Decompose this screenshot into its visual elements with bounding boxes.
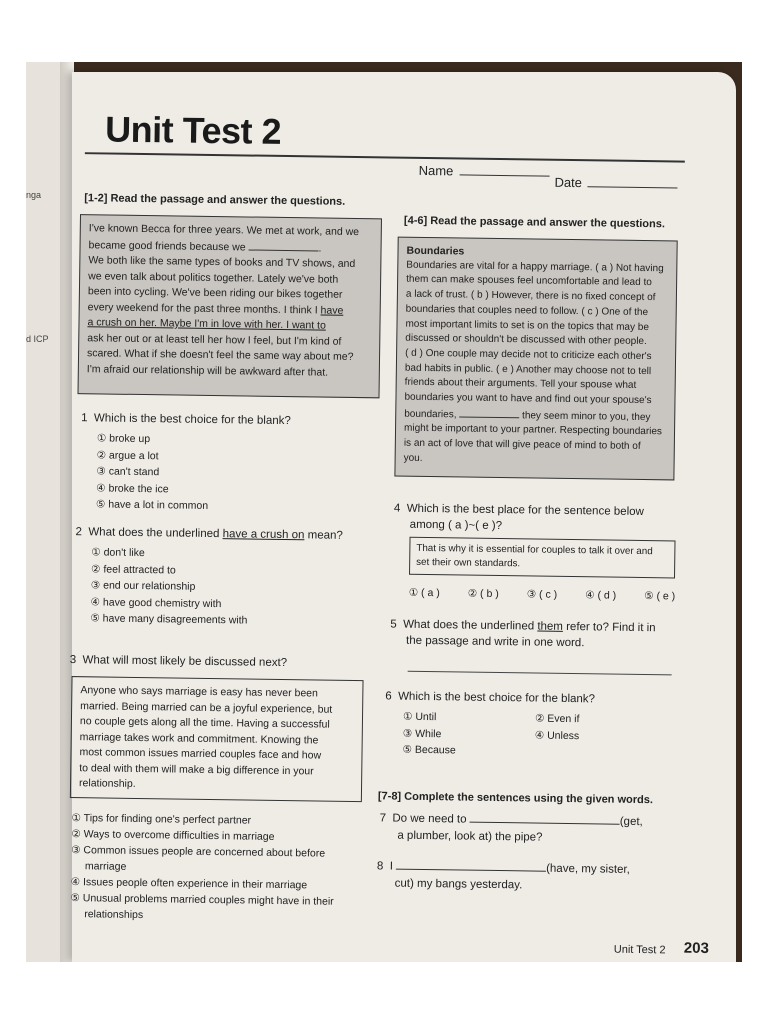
underlined-phrase: have a crush on	[222, 528, 305, 542]
answer-blank[interactable]	[396, 859, 546, 872]
passage-line: them can make spouses feel uncomfortable and lead to	[406, 274, 652, 289]
passage-line: most important limits to set is on the topics that may be	[405, 318, 650, 333]
left-margin-text: d ICP	[26, 334, 49, 344]
option[interactable]: ② argue a lot	[96, 448, 159, 462]
question-3	[70, 654, 287, 669]
question-text: refer to? Find it in	[562, 620, 656, 635]
option[interactable]: ④ have good chemistry with	[90, 595, 222, 610]
option[interactable]: ④ ( d )	[585, 589, 617, 602]
question-4-options	[409, 585, 676, 605]
title-divider	[85, 152, 685, 162]
passage-line: scared. What if she doesn't feel the same way about me?	[86, 347, 354, 363]
passage-box-becca	[78, 214, 382, 398]
passage-line: I've known Becca for three years. We met at work, and we	[88, 222, 360, 239]
passage-line: ask her out or at least tell her how I feel, but I'm kind of	[87, 331, 342, 348]
question-2	[75, 526, 342, 542]
question-number: 1	[81, 412, 88, 425]
section-instruction: [1-2] Read the passage and answer the questions.	[84, 192, 346, 208]
passage-line: Anyone who says marriage is easy has never been	[80, 684, 318, 700]
underlined-have: have	[320, 303, 344, 317]
option[interactable]: ④ broke the ice	[96, 481, 169, 495]
underlined-word: them	[537, 620, 564, 633]
option[interactable]: ① Until	[402, 710, 437, 724]
question-text: What does the underlined	[403, 618, 538, 633]
passage-line: is an act of love that will give peace of mind to both of	[403, 437, 641, 453]
option[interactable]: ⑤ have a lot in common	[95, 498, 209, 512]
question-text: What will most likely be discussed next?	[82, 654, 288, 670]
question-text: Do we need to	[392, 812, 467, 826]
option-continuation: marriage	[84, 860, 127, 873]
option[interactable]: ① broke up	[96, 432, 151, 446]
question-line: the passage and write in one word.	[406, 634, 585, 650]
question-7	[379, 810, 643, 848]
passage-line: marriage takes work and commitment. Knowing the	[79, 730, 319, 747]
passage-box-marriage	[70, 676, 364, 802]
passage-text: every weekend for the past three months. I think I	[87, 300, 318, 316]
page-title: Unit Test 2	[104, 108, 282, 152]
question-number: 8	[376, 860, 384, 873]
option[interactable]: ⑤ ( e )	[644, 590, 676, 603]
test-page	[69, 72, 736, 962]
option[interactable]: ③ ( c )	[526, 588, 558, 601]
question-number: 2	[75, 526, 83, 539]
option[interactable]: ④ Issues people often experience in their marriage	[70, 876, 308, 892]
option[interactable]: ② ( b )	[467, 587, 499, 601]
question-6-options	[402, 709, 643, 762]
passage-line: bad habits in public. ( e ) Another may choose not to tell	[404, 362, 652, 377]
page-number: 203	[683, 939, 709, 957]
question-text: (have, my sister,	[546, 862, 630, 876]
option[interactable]: ⑤ Unusual problems married couples might have in their	[70, 892, 334, 908]
answer-blank[interactable]	[470, 812, 620, 825]
question-text: Which is the best choice for the blank?	[398, 690, 596, 706]
option[interactable]: ② Ways to overcome difficulties in marriage	[71, 828, 275, 843]
date-label: Date	[554, 174, 583, 191]
sentence-line: That is why it is essential for couples to talk it over and	[416, 542, 653, 558]
question-number: 6	[385, 690, 392, 703]
sentence-line: set their own standards.	[416, 556, 521, 570]
passage-line: might be important to your partner. Respecting boundaries	[403, 423, 663, 438]
question-4	[394, 501, 644, 536]
option[interactable]: ③ end our relationship	[90, 579, 196, 593]
question-number: 5	[390, 618, 397, 631]
name-label: Name	[418, 162, 454, 179]
option[interactable]: ① don't like	[91, 546, 145, 560]
date-blank	[588, 176, 678, 188]
passage-line: you.	[403, 452, 423, 464]
passage-text: became good friends because we	[88, 238, 246, 253]
question-3-options	[70, 810, 335, 926]
passage-line: most common issues married couples face and how	[79, 746, 322, 762]
section-instruction: [4-6] Read the passage and answer the questions.	[403, 214, 666, 231]
passage-line: no couple gets along all the time. Having a successful	[79, 715, 330, 731]
option[interactable]: ② Even if	[534, 712, 580, 726]
question-text: (get,	[619, 815, 643, 829]
option[interactable]: ① ( a )	[408, 586, 440, 600]
underlined-crush: a crush on her. Maybe I'm in love with her. I want to	[87, 316, 326, 332]
left-margin-text: nga	[26, 190, 42, 200]
option[interactable]: ② feel attracted to	[90, 562, 176, 576]
question-line: a plumber, look at) the pipe?	[397, 829, 543, 844]
photo-background	[26, 62, 742, 962]
name-field	[419, 163, 550, 180]
option[interactable]: ① Tips for finding one's perfect partner	[71, 812, 252, 827]
option[interactable]: ④ Unless	[534, 729, 580, 742]
passage-blank	[459, 406, 519, 418]
question-text: Which is the best place for the sentence below	[406, 502, 644, 519]
option[interactable]: ③ Common issues people are concerned about before	[71, 844, 326, 860]
passage-line: relationship.	[78, 777, 136, 790]
passage-line: to deal with them will make a big difference in your	[79, 761, 314, 777]
option[interactable]: ③ can't stand	[96, 465, 160, 479]
option[interactable]: ⑤ Because	[402, 743, 456, 757]
passage-line: married. Being married can be a joyful experience, but	[80, 699, 333, 716]
question-6	[385, 690, 595, 705]
passage-line: boundaries you want to have and find out your spouse's	[404, 391, 652, 407]
question-1-options	[96, 430, 209, 514]
page-content	[60, 72, 736, 962]
question-text: I	[389, 860, 394, 873]
passage-box-boundaries	[394, 237, 677, 481]
option[interactable]: ③ While	[402, 727, 442, 740]
footer-unit-label: Unit Test 2	[613, 943, 666, 957]
question-line: among ( a )~( e )?	[409, 518, 503, 533]
passage-title: Boundaries	[406, 244, 465, 258]
question-text: What does the underlined	[88, 526, 223, 541]
passage-line: became good friends because we .	[88, 238, 322, 254]
passage-line: we even talk about politics together. Lately we've both	[88, 269, 339, 286]
question-line: cut) my bangs yesterday.	[394, 877, 523, 892]
passage-line: Boundaries are vital for a happy marriage. ( a ) Not having	[406, 259, 664, 274]
passage-text: boundaries,	[404, 408, 457, 421]
question-number: 7	[379, 812, 387, 825]
answer-line[interactable]	[408, 671, 672, 676]
passage-line: a lack of trust. ( b ) However, there is no fixed concept of	[405, 288, 656, 304]
question-8	[377, 858, 630, 896]
passage-line: been into cycling. We've been riding our bikes together	[87, 285, 343, 301]
passage-line: boundaries that couples need to follow. ( c ) One of the	[405, 303, 649, 318]
passage-line: friends about their arguments. Tell your spouse what	[404, 377, 637, 392]
question-number: 3	[69, 654, 77, 667]
section-instruction: [7-8] Complete the sentences using the given words.	[377, 790, 654, 807]
passage-line: We both like the same types of books and TV shows, and	[88, 254, 356, 270]
date-field	[554, 175, 678, 192]
passage-line: I'm afraid our relationship will be awkward after that.	[86, 362, 329, 379]
passage-line: discussed or shouldn't be discussed with other people.	[405, 332, 647, 348]
question-1	[81, 412, 291, 427]
sentence-box	[409, 537, 676, 579]
option-continuation: relationships	[84, 908, 144, 922]
question-2-options	[90, 544, 248, 629]
name-blank	[459, 164, 549, 176]
passage-text: they seem minor to you, they	[521, 410, 651, 423]
passage-blank	[248, 239, 318, 251]
option[interactable]: ⑤ have many disagreements with	[90, 612, 248, 627]
question-5	[390, 616, 656, 652]
question-text: mean?	[304, 529, 343, 542]
passage-line: ( d ) One couple may decide not to criticize each other's	[405, 347, 652, 363]
question-text: Which is the best choice for the blank?	[93, 412, 291, 428]
question-number: 4	[393, 502, 401, 515]
